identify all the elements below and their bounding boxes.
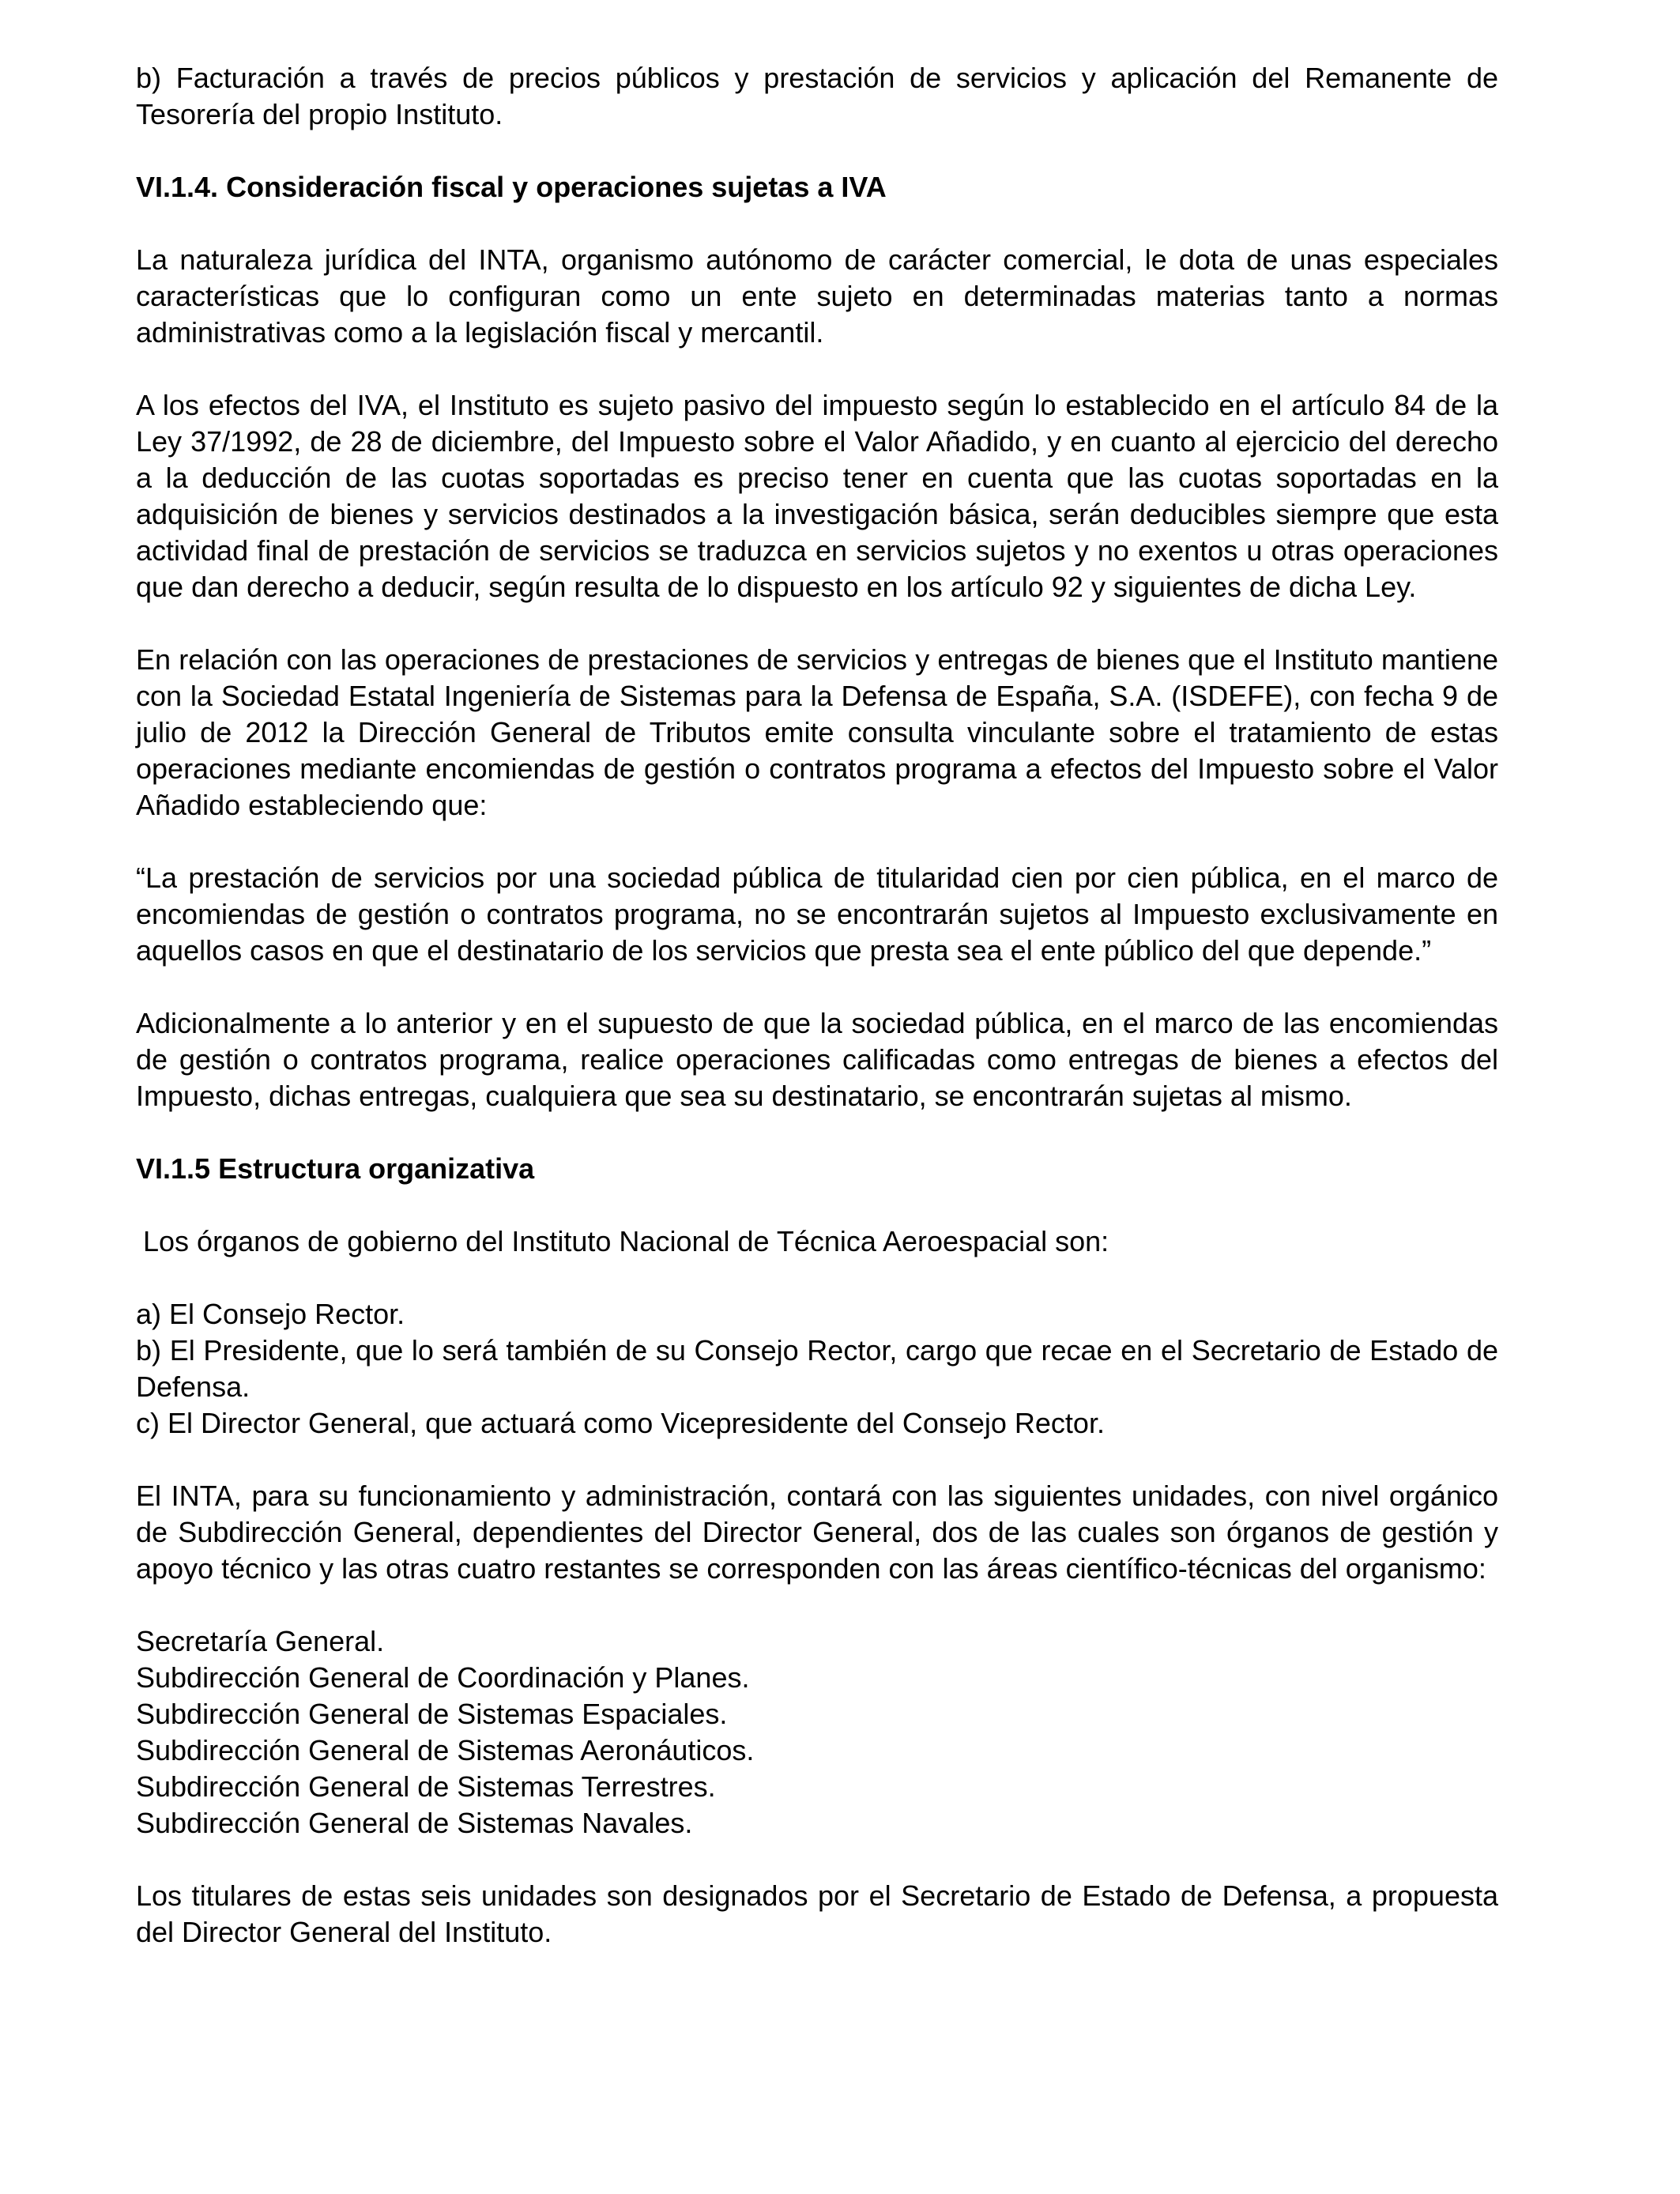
section-heading-vi-1-5: VI.1.5 Estructura organizativa	[136, 1152, 535, 1185]
units-list	[136, 1623, 1498, 1842]
governing-bodies-list	[136, 1296, 1498, 1442]
section-heading-vi-1-4: VI.1.4. Consideración fiscal y operaciones sujetas a IVA	[136, 171, 887, 203]
paragraph-quote: “La prestación de servicios por una sociedad pública de titularidad cien por cien pública, en el marco de encomiendas de gestión o contratos programa, no se encontrarán sujetos al Impuesto exclusivamente en aquellos casos en que el destinatario de los servicios que presta sea el ente público del que depende.”	[136, 861, 1498, 967]
list-item: Subdirección General de Coordinación y Planes.	[136, 1661, 750, 1694]
list-item: Subdirección General de Sistemas Espaciales.	[136, 1698, 728, 1730]
paragraph-governing-intro: Los órganos de gobierno del Instituto Nacional de Técnica Aeroespacial son:	[143, 1225, 1109, 1257]
paragraph-unit-heads: Los titulares de estas seis unidades son designados por el Secretario de Estado de Defensa, a propuesta del Director General del Instituto.	[136, 1879, 1498, 1948]
list-item: a) El Consejo Rector.	[136, 1298, 405, 1330]
list-item: Subdirección General de Sistemas Aeronáuticos.	[136, 1734, 755, 1766]
list-item: Subdirección General de Sistemas Navales.	[136, 1807, 693, 1839]
list-item: c) El Director General, que actuará como Vicepresidente del Consejo Rector.	[136, 1407, 1105, 1439]
list-item: Secretaría General.	[136, 1625, 385, 1657]
document-page	[136, 60, 1498, 1951]
paragraph-legal-nature: La naturaleza jurídica del INTA, organismo autónomo de carácter comercial, le dota de unas especiales características que lo configuran como un ente sujeto en determinadas materias tanto a normas administrativas como a la legislación fiscal y mercantil.	[136, 243, 1498, 349]
list-item: Subdirección General de Sistemas Terrestres.	[136, 1770, 716, 1803]
list-item: b) El Presidente, que lo será también de su Consejo Rector, cargo que recae en el Secretario de Estado de Defensa.	[136, 1334, 1498, 1403]
paragraph-isdefe-relation: En relación con las operaciones de prestaciones de servicios y entregas de bienes que el Instituto mantiene con la Sociedad Estatal Ingeniería de Sistemas para la Defensa de España, S.A. (ISDEFE), con fecha 9 de julio de 2012 la Dirección General de Tributos emite consulta vinculante sobre el tratamiento de estas operaciones mediante encomiendas de gestión o contratos programa a efectos del Impuesto sobre el Valor Añadido estableciendo que:	[136, 643, 1498, 821]
paragraph-additionally: Adicionalmente a lo anterior y en el supuesto de que la sociedad pública, en el marco de las encomiendas de gestión o contratos programa, realice operaciones calificadas como entregas de bienes a efectos del Impuesto, dichas entregas, cualquiera que sea su destinatario, se encontrarán sujetas al mismo.	[136, 1007, 1498, 1112]
paragraph-iva-effects: A los efectos del IVA, el Instituto es sujeto pasivo del impuesto según lo establecido en el artículo 84 de la Ley 37/1992, de 28 de diciembre, del Impuesto sobre el Valor Añadido, y en cuanto al ejercicio del derecho a la deducción de las cuotas soportadas es preciso tener en cuenta que las cuotas soportadas en la adquisición de bienes y servicios destinados a la investigación básica, serán deducibles siempre que esta actividad final de prestación de servicios se traduzca en servicios sujetos y no exentos u otras operaciones que dan derecho a deducir, según resulta de lo dispuesto en los artículo 92 y siguientes de dicha Ley.	[136, 389, 1498, 603]
paragraph-units-intro: El INTA, para su funcionamiento y administración, contará con las siguientes unidades, con nivel orgánico de Subdirección General, dependientes del Director General, dos de las cuales son órganos de gestión y apoyo técnico y las otras cuatro restantes se corresponden con las áreas científico-técnicas del organismo:	[136, 1480, 1498, 1585]
paragraph-funding-b: b) Facturación a través de precios públicos y prestación de servicios y aplicación del Remanente de Tesorería del propio Instituto.	[136, 62, 1498, 130]
